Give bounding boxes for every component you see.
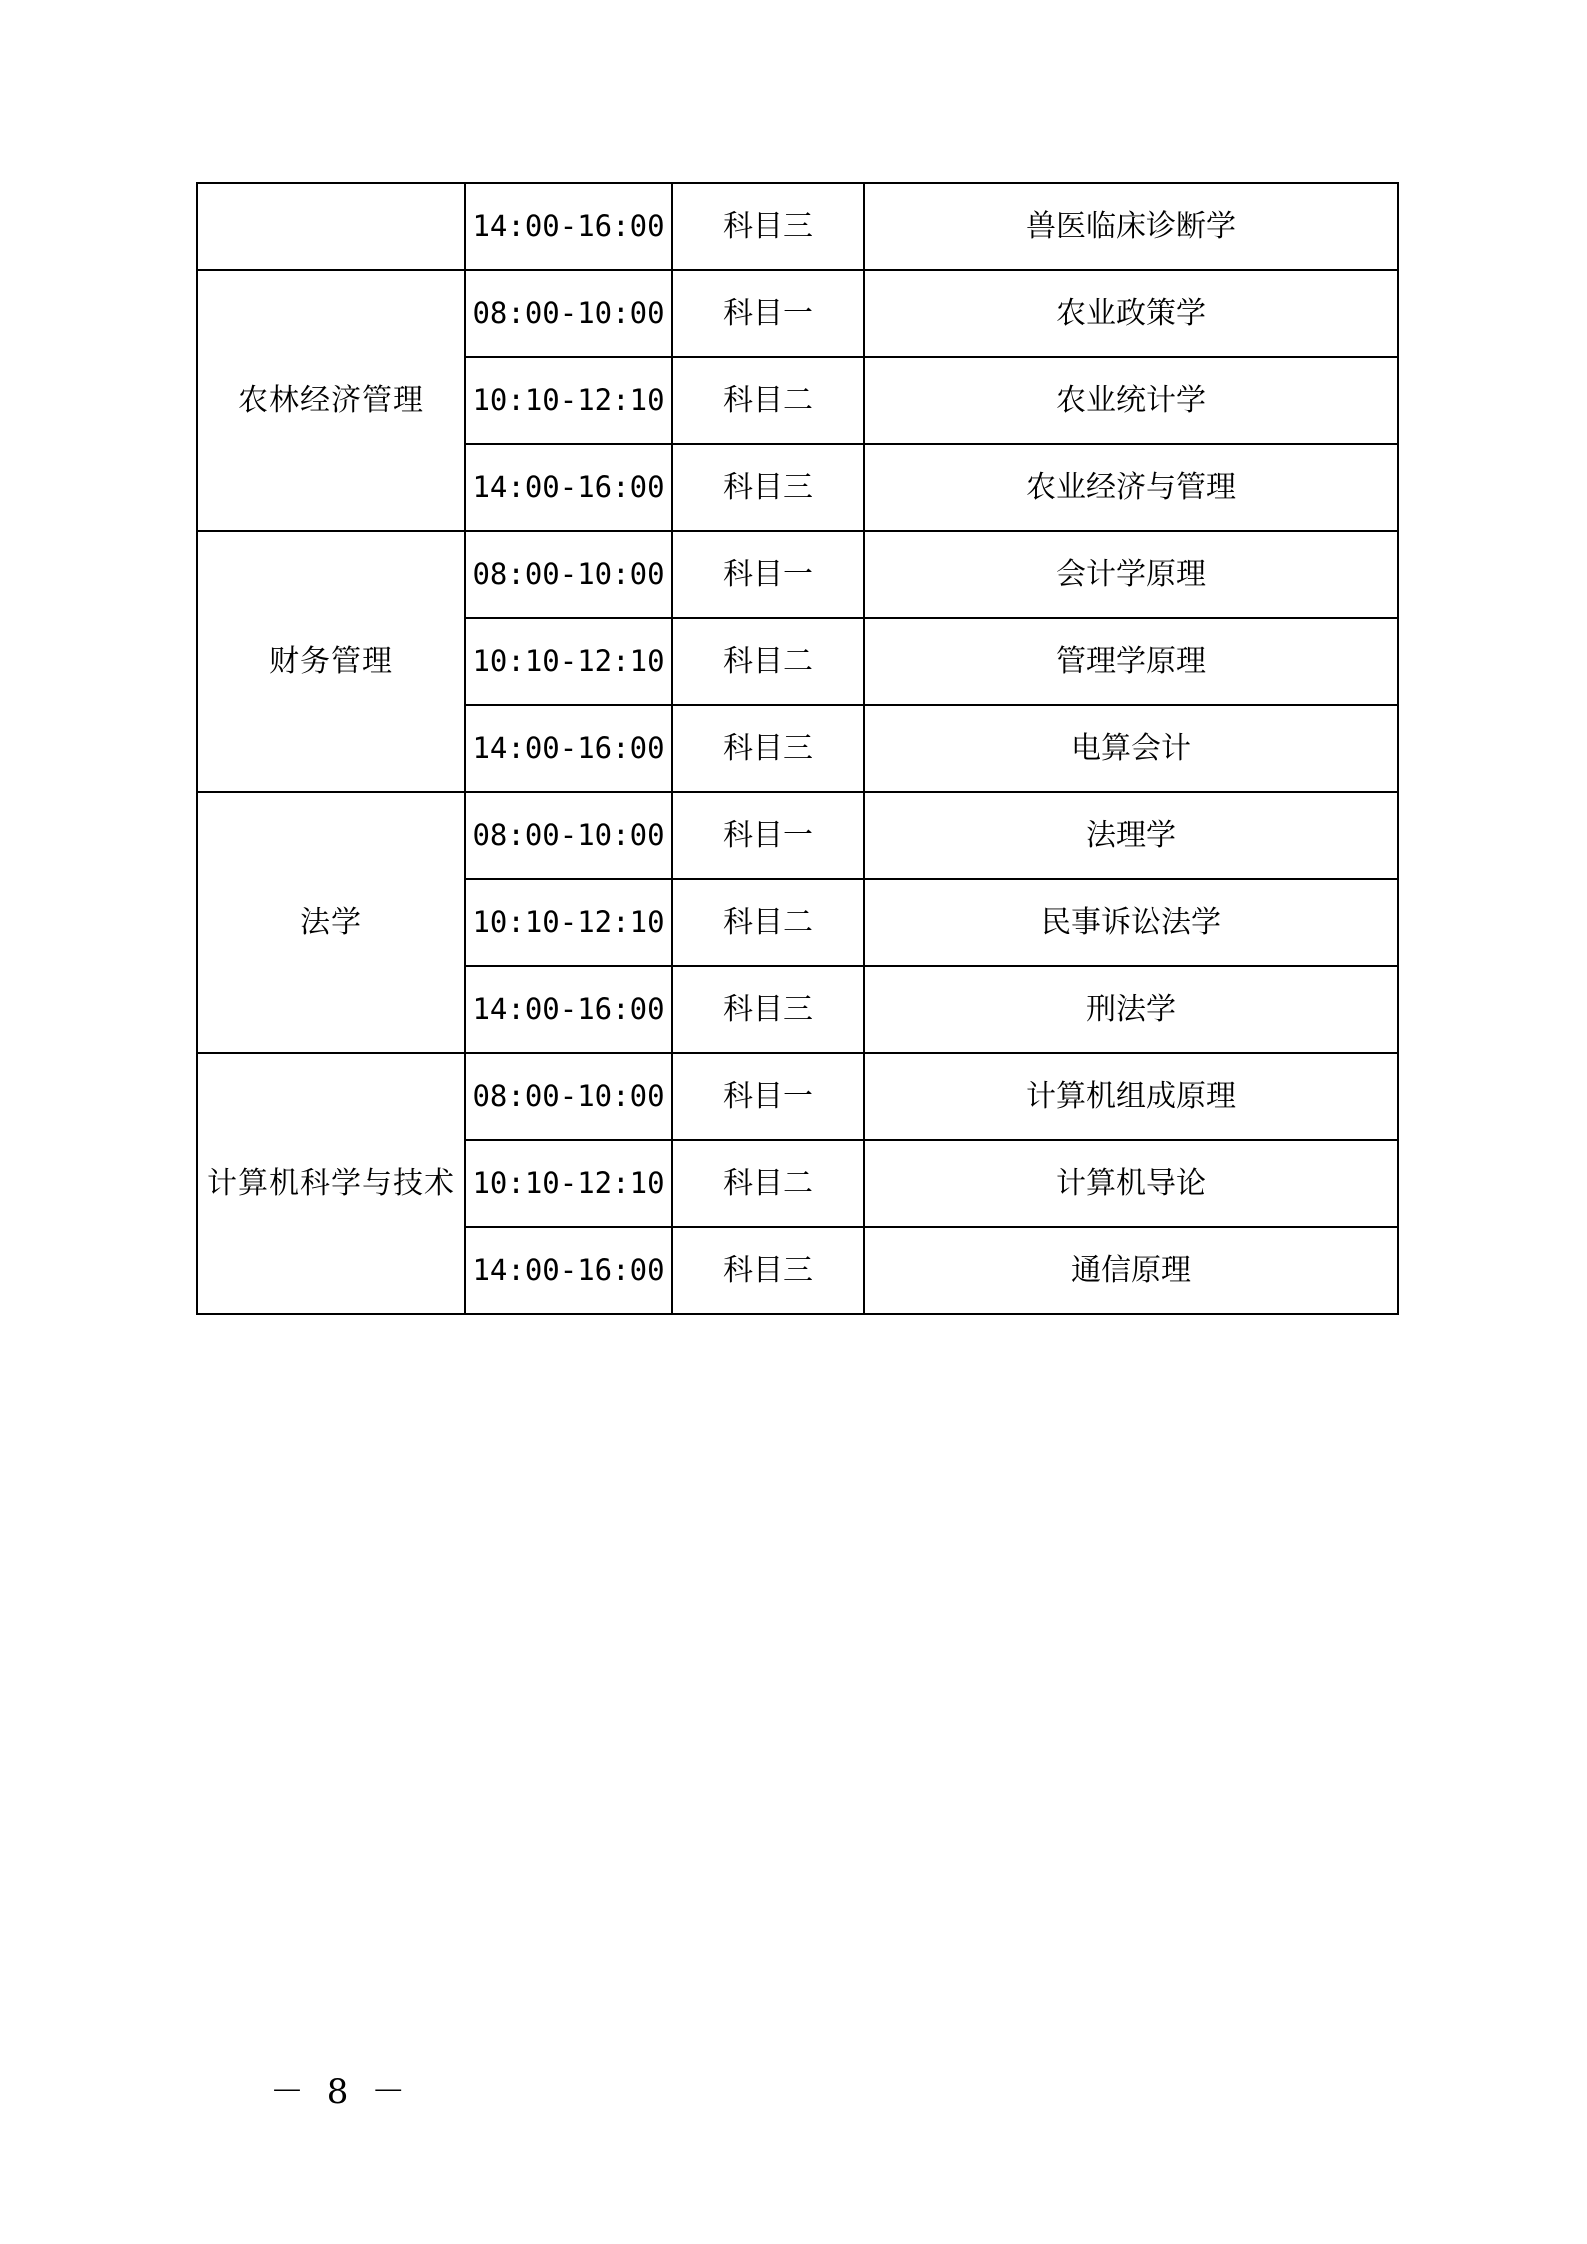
time-text: 08:00-10:00: [472, 817, 665, 852]
subject-cell: 科目三: [672, 705, 864, 792]
time-cell: [465, 1140, 672, 1227]
course-cell: 刑法学: [864, 966, 1398, 1053]
course-cell: 兽医临床诊断学: [864, 183, 1398, 270]
time-text: 14:00-16:00: [472, 469, 665, 504]
time-text: 10:10-12:10: [472, 904, 665, 939]
subject-cell: 科目二: [672, 879, 864, 966]
course-cell: 会计学原理: [864, 531, 1398, 618]
course-cell: 电算会计: [864, 705, 1398, 792]
major-cell: 计算机科学与技术: [197, 1053, 465, 1314]
major-cell: 农林经济管理: [197, 270, 465, 531]
exam-schedule-table: [196, 182, 1399, 1315]
time-cell: [465, 1053, 672, 1140]
time-text: 10:10-12:10: [472, 1165, 665, 1200]
course-cell: 管理学原理: [864, 618, 1398, 705]
exam-schedule-body: [197, 183, 1398, 1314]
subject-cell: 科目三: [672, 444, 864, 531]
subject-cell: 科目三: [672, 966, 864, 1053]
time-text: 14:00-16:00: [472, 730, 665, 765]
subject-cell: 科目一: [672, 792, 864, 879]
time-cell: [465, 357, 672, 444]
table-row: [197, 1053, 1398, 1140]
time-cell: [465, 1227, 672, 1314]
subject-cell: 科目一: [672, 270, 864, 357]
time-cell: [465, 270, 672, 357]
time-text: 08:00-10:00: [472, 556, 665, 591]
course-cell: 法理学: [864, 792, 1398, 879]
subject-cell: 科目二: [672, 357, 864, 444]
table-row: [197, 270, 1398, 357]
time-text: 14:00-16:00: [472, 991, 665, 1026]
time-text: 14:00-16:00: [472, 1252, 665, 1287]
course-cell: 计算机组成原理: [864, 1053, 1398, 1140]
subject-cell: 科目三: [672, 1227, 864, 1314]
major-cell: 财务管理: [197, 531, 465, 792]
time-cell: [465, 444, 672, 531]
course-cell: 农业经济与管理: [864, 444, 1398, 531]
table-row: [197, 792, 1398, 879]
time-cell: [465, 183, 672, 270]
time-cell: [465, 705, 672, 792]
time-text: 08:00-10:00: [472, 1078, 665, 1113]
time-text: 10:10-12:10: [472, 382, 665, 417]
time-cell: [465, 531, 672, 618]
subject-cell: 科目二: [672, 618, 864, 705]
time-cell: [465, 966, 672, 1053]
major-cell: [197, 183, 465, 270]
table-row: [197, 183, 1398, 270]
page-number: － 8 －: [270, 2072, 412, 2112]
major-cell: 法学: [197, 792, 465, 1053]
time-cell: [465, 792, 672, 879]
table-row: [197, 531, 1398, 618]
time-cell: [465, 879, 672, 966]
time-cell: [465, 618, 672, 705]
course-cell: 通信原理: [864, 1227, 1398, 1314]
subject-cell: 科目二: [672, 1140, 864, 1227]
course-cell: 农业政策学: [864, 270, 1398, 357]
course-cell: 农业统计学: [864, 357, 1398, 444]
time-text: 14:00-16:00: [472, 208, 665, 243]
subject-cell: 科目三: [672, 183, 864, 270]
time-text: 08:00-10:00: [472, 295, 665, 330]
subject-cell: 科目一: [672, 531, 864, 618]
time-text: 10:10-12:10: [472, 643, 665, 678]
course-cell: 计算机导论: [864, 1140, 1398, 1227]
course-cell: 民事诉讼法学: [864, 879, 1398, 966]
subject-cell: 科目一: [672, 1053, 864, 1140]
